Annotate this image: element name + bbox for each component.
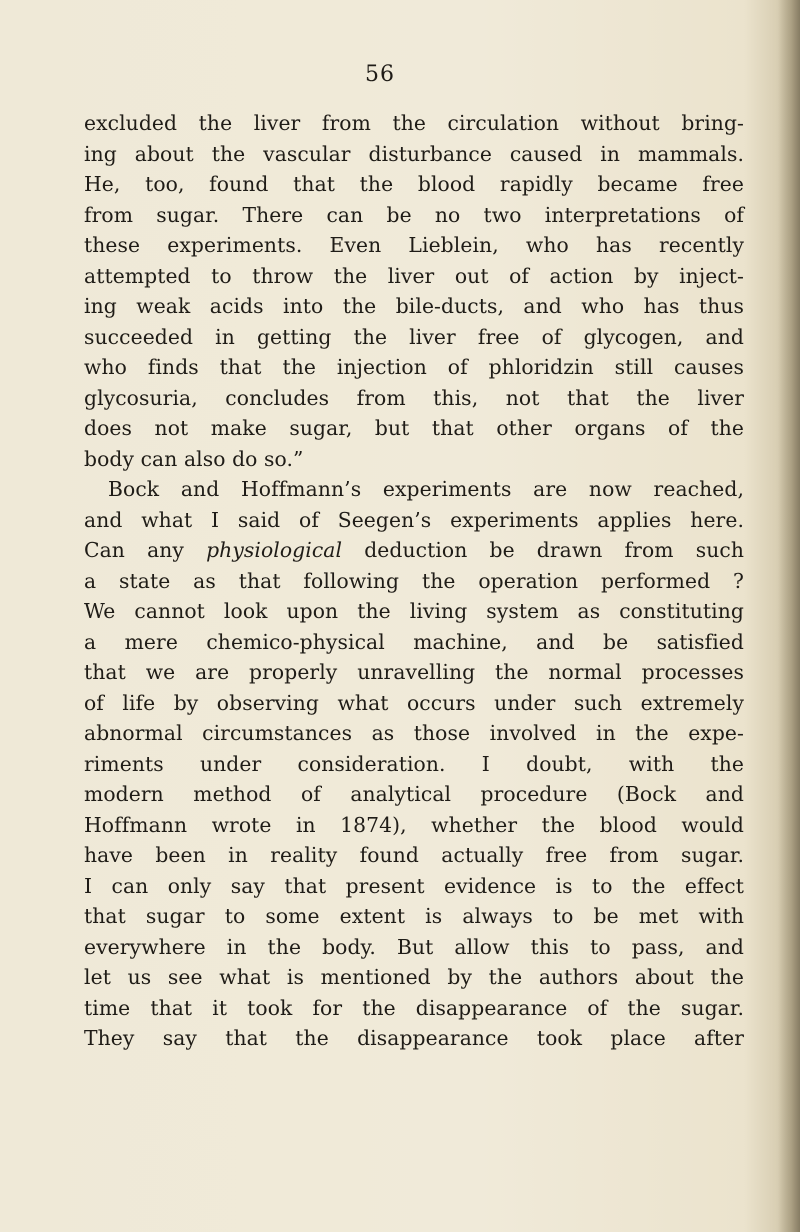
text-line: riments under consideration. I doubt, with the bbox=[84, 751, 744, 776]
page-edge-shadow bbox=[778, 0, 800, 1232]
text-line: They say that the disappearance took place after bbox=[84, 1026, 744, 1050]
text-run: Can any bbox=[84, 538, 207, 562]
paragraph-start-line: Bock and Hoffmann’s experiments are now reached, bbox=[108, 477, 744, 501]
text-line: time that it took for the disappearance of the sugar. bbox=[84, 995, 744, 1020]
body-text bbox=[84, 108, 744, 1054]
text-line: glycosuria, concludes from this, not that the liver bbox=[84, 385, 744, 410]
text-line: that sugar to some extent is always to be met with bbox=[84, 904, 744, 928]
text-line: that we are properly unravelling the normal processes bbox=[84, 660, 744, 684]
text-line: We cannot look upon the living system as constituting bbox=[84, 599, 744, 623]
italic-word: physiological bbox=[206, 538, 343, 562]
text-line: of life by observing what occurs under such extremely bbox=[84, 690, 744, 715]
text-line: I can only say that present evidence is to the effect bbox=[84, 873, 744, 898]
text-line: succeeded in getting the liver free of glycogen, and bbox=[84, 324, 744, 349]
text-line: does not make sugar, but that other organs of the bbox=[84, 416, 744, 440]
text-line: a mere chemico-physical machine, and be satisfied bbox=[84, 629, 744, 654]
text-line: a state as that following the operation performed ? bbox=[84, 568, 744, 593]
text-line: excluded the liver from the circulation without bring- bbox=[84, 111, 744, 135]
text-line: have been in reality found actually free from sugar. bbox=[84, 843, 744, 867]
text-line: everywhere in the body. But allow this to pass, and bbox=[84, 934, 744, 959]
text-line: and what I said of Seegen’s experiments applies here. bbox=[84, 507, 744, 532]
text-line: who finds that the injection of phloridzin still causes bbox=[84, 355, 744, 379]
text-line: attempted to throw the liver out of action by inject- bbox=[84, 263, 744, 288]
text-line: ing weak acids into the bile-ducts, and who has thus bbox=[84, 294, 744, 318]
text-line: ing about the vascular disturbance caused in mammals. bbox=[84, 141, 744, 166]
text-line: Hoffmann wrote in 1874), whether the blood would bbox=[84, 812, 744, 837]
text-line: let us see what is mentioned by the authors about the bbox=[84, 965, 744, 989]
text-line: from sugar. There can be no two interpretations of bbox=[84, 202, 744, 227]
text-run: deduction be drawn from such bbox=[342, 538, 744, 562]
text-line: abnormal circumstances as those involved in the expe- bbox=[84, 721, 744, 745]
text-line: He, too, found that the blood rapidly became free bbox=[84, 172, 744, 196]
text-line: body can also do so.” bbox=[84, 446, 304, 471]
page-number: 56 bbox=[365, 62, 395, 87]
text-line-with-italic bbox=[84, 535, 744, 566]
text-line: these experiments. Even Lieblein, who has recently bbox=[84, 233, 744, 257]
text-line: modern method of analytical procedure (Bock and bbox=[84, 782, 744, 806]
